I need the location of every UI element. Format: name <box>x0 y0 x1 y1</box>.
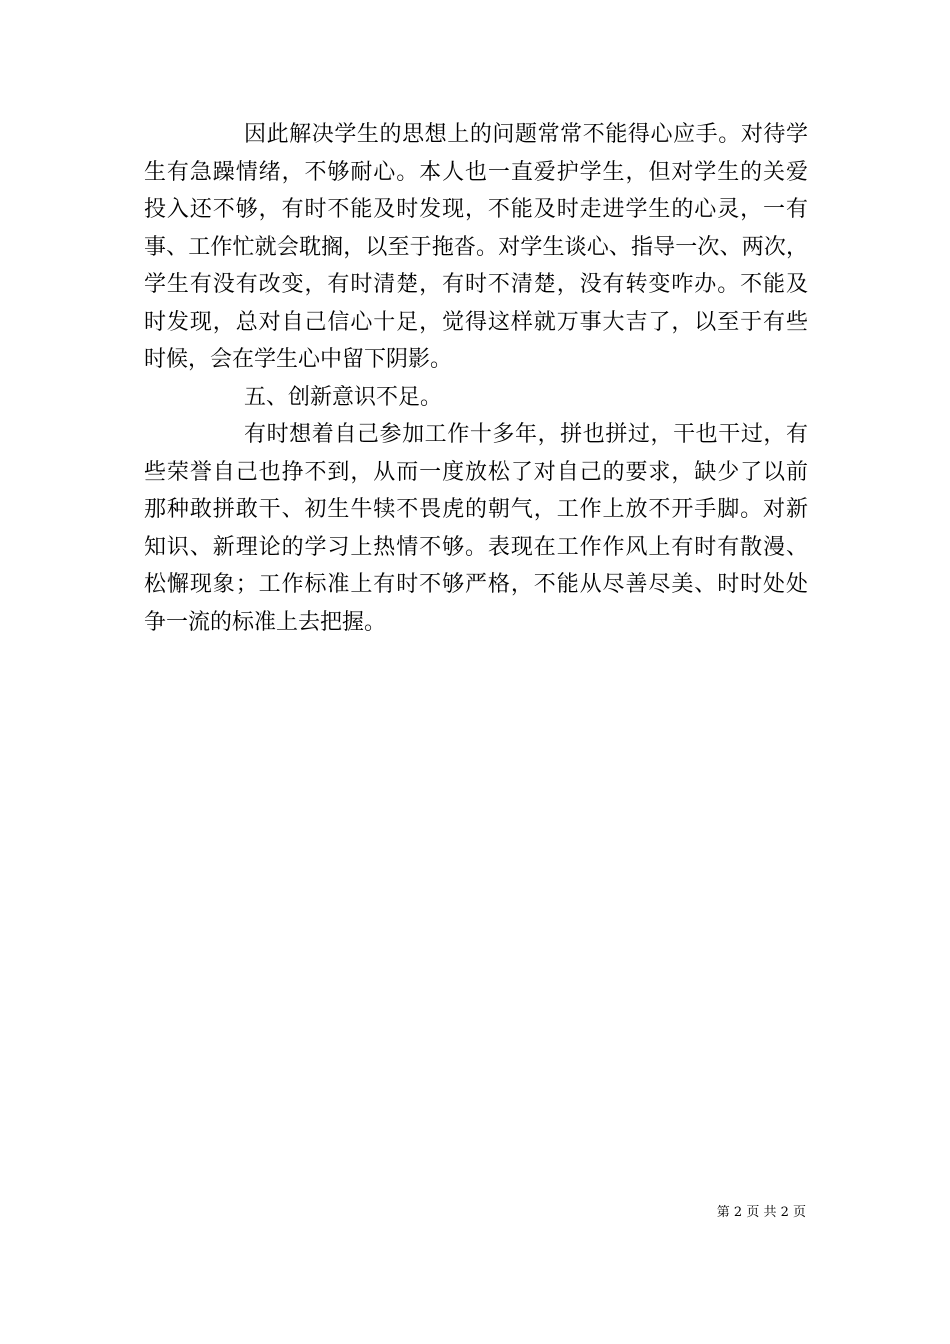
text-line: 松懈现象；工作标准上有时不够严格，不能从尽善尽美、时时处处 <box>144 572 808 597</box>
text-line: 因此解决学生的思想上的问题常常不能得心应手。对待学 <box>244 122 808 147</box>
text-line: 时发现，总对自己信心十足，觉得这样就万事大吉了，以至于有些 <box>144 309 808 335</box>
paragraph-1 <box>144 116 808 379</box>
text-line: 些荣誉自己也挣不到，从而一度放松了对自己的要求，缺少了以前 <box>144 459 808 485</box>
heading-line: 五、创新意识不足。 <box>244 384 443 410</box>
page-number-footer: 第 2 页 共 2 页 <box>716 1205 806 1220</box>
text-line: 学生有没有改变，有时清楚，有时不清楚，没有转变咋办。不能及 <box>144 272 808 297</box>
text-line: 争一流的标准上去把握。 <box>144 609 387 635</box>
text-line: 知识、新理论的学习上热情不够。表现在工作作风上有时有散漫、 <box>144 534 808 560</box>
text-line: 生有急躁情绪，不够耐心。本人也一直爱护学生，但对学生的关爱 <box>144 159 808 185</box>
text-line: 有时想着自己参加工作十多年，拼也拼过，干也干过，有 <box>244 422 808 447</box>
text-line: 投入还不够，有时不能及时发现，不能及时走进学生的心灵，一有 <box>144 197 808 222</box>
document-body <box>144 116 808 641</box>
section-heading <box>144 379 808 417</box>
text-line: 时候，会在学生心中留下阴影。 <box>144 347 453 372</box>
text-line: 事、工作忙就会耽搁，以至于拖沓。对学生谈心、指导一次、两次， <box>144 234 808 260</box>
paragraph-2 <box>144 416 808 641</box>
text-line: 那种敢拼敢干、初生牛犊不畏虎的朝气，工作上放不开手脚。对新 <box>144 497 808 522</box>
